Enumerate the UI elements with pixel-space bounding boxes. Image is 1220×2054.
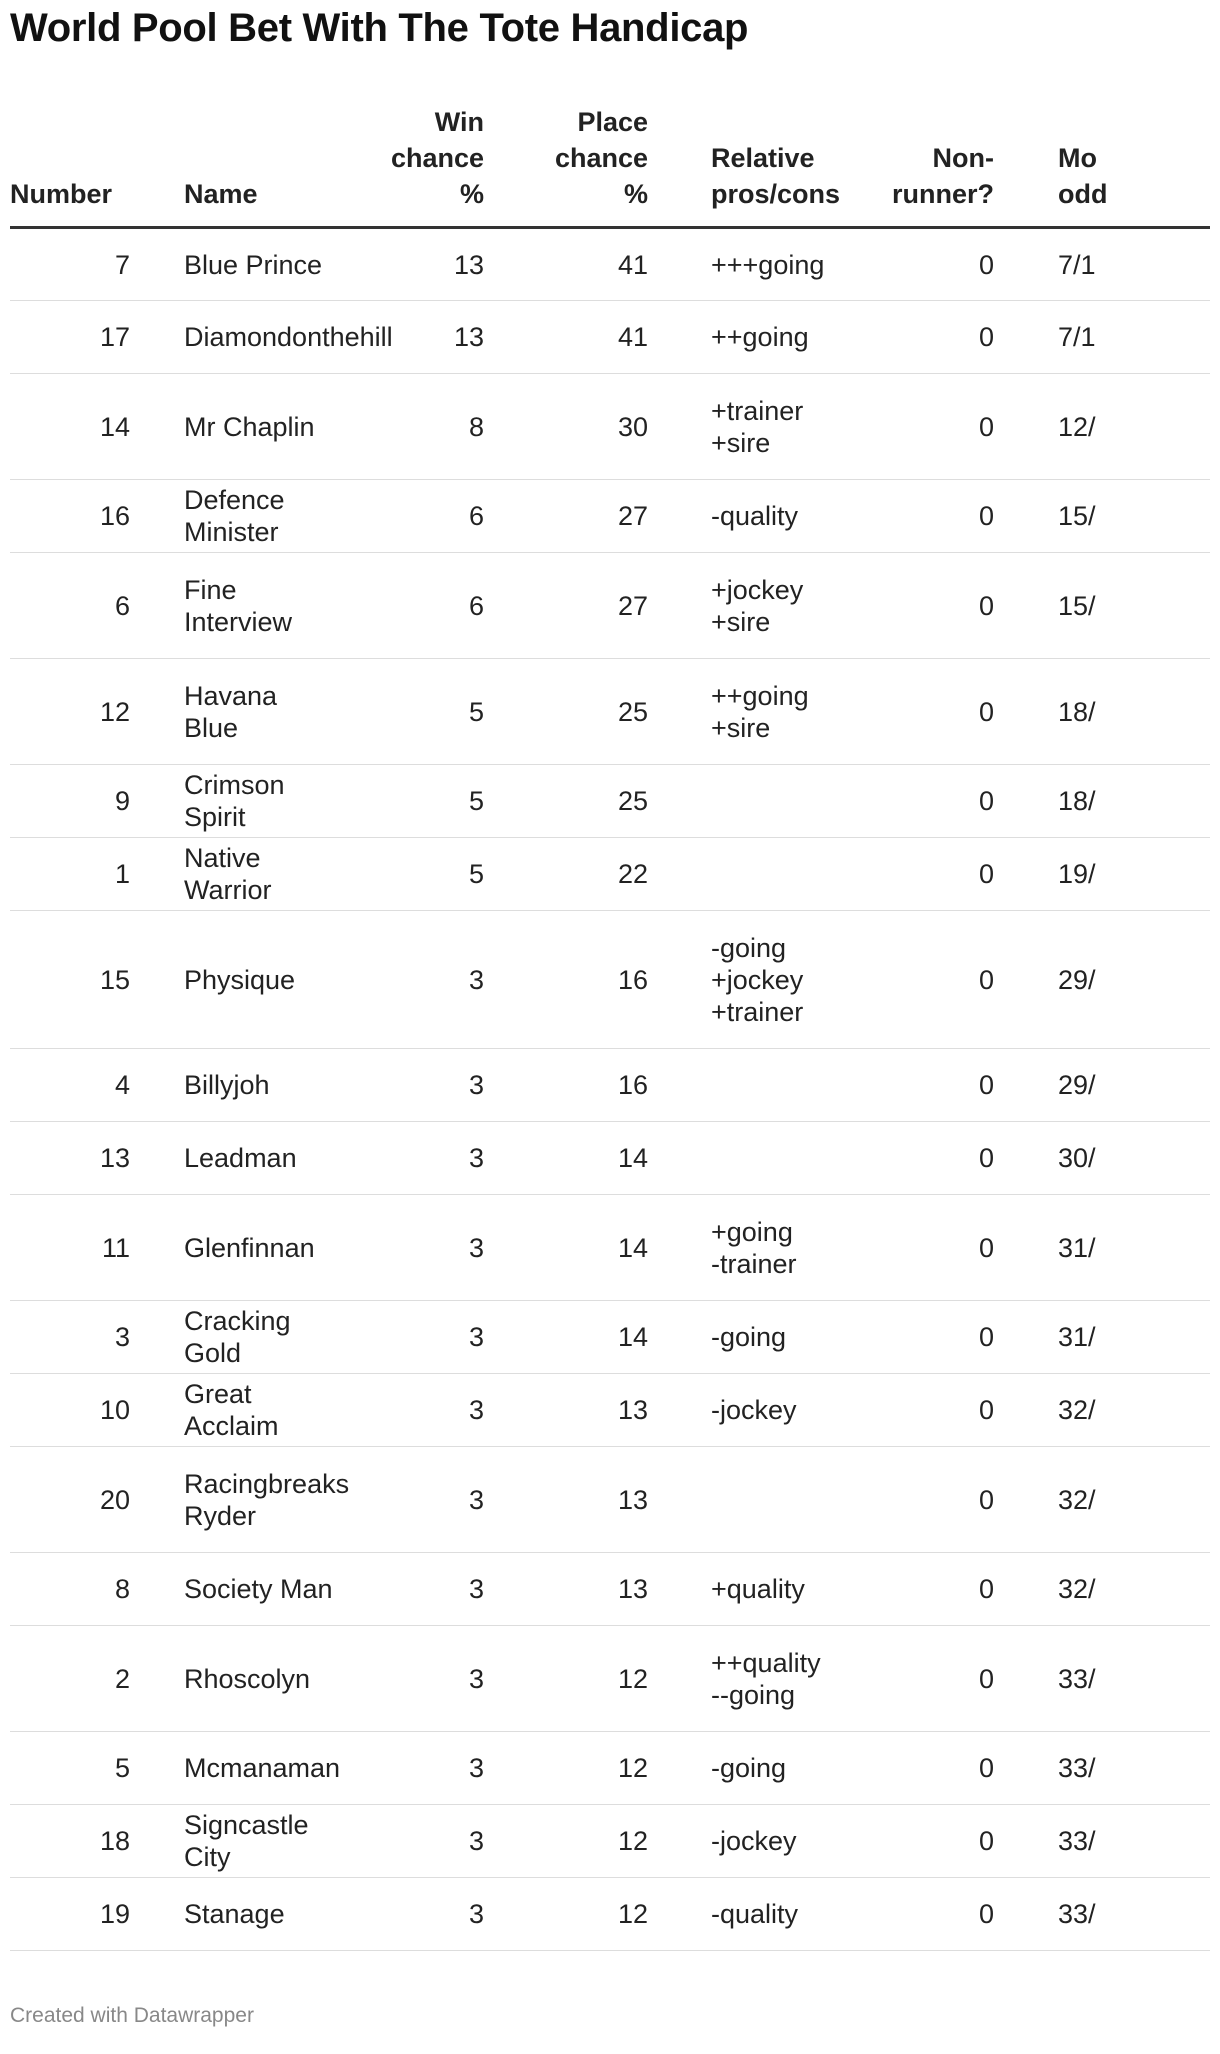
cell-non-runner: 0 [832,1447,994,1553]
cell-number: 17 [10,301,130,374]
cell-non-runner: 0 [832,1301,994,1374]
cell-pros-cons [648,1049,832,1122]
table-row [10,659,1210,765]
cell-number: 16 [10,480,130,553]
cell-name: Physique [130,911,338,1049]
table-row [10,838,1210,911]
cell-place-chance: 16 [484,1049,648,1122]
cell-win-chance: 6 [338,480,484,553]
table-row [10,765,1210,838]
cell-win-chance: 3 [338,911,484,1049]
cell-place-chance: 25 [484,765,648,838]
cell-pros-cons: +going -trainer [648,1195,832,1301]
cell-number: 3 [10,1301,130,1374]
cell-non-runner: 0 [832,1049,994,1122]
cell-odds: 31/ [994,1301,1210,1374]
cell-pros-cons: +trainer +sire [648,374,832,480]
cell-place-chance: 12 [484,1878,648,1951]
cell-odds: 7/1 [994,228,1210,301]
table-row [10,1805,1210,1878]
cell-pros-cons: +jockey +sire [648,553,832,659]
cell-win-chance: 13 [338,228,484,301]
cell-name: Diamondonthehill [130,301,338,374]
cell-non-runner: 0 [832,374,994,480]
cell-odds: 33/ [994,1878,1210,1951]
cell-non-runner: 0 [832,1805,994,1878]
odds-table [10,104,1210,1951]
cell-win-chance: 3 [338,1553,484,1626]
cell-name: Cracking Gold [130,1301,338,1374]
table-row [10,1626,1210,1732]
cell-number: 2 [10,1626,130,1732]
cell-name: Mr Chaplin [130,374,338,480]
cell-name: Signcastle City [130,1805,338,1878]
cell-non-runner: 0 [832,1878,994,1951]
cell-win-chance: 3 [338,1374,484,1447]
cell-odds: 31/ [994,1195,1210,1301]
cell-place-chance: 22 [484,838,648,911]
cell-name: Racingbreaks Ryder [130,1447,338,1553]
table-row [10,1122,1210,1195]
cell-non-runner: 0 [832,1732,994,1805]
cell-pros-cons: -quality [648,1878,832,1951]
cell-number: 14 [10,374,130,480]
header-odds[interactable]: Mo odd [994,104,1210,228]
cell-win-chance: 6 [338,553,484,659]
cell-pros-cons: -going [648,1732,832,1805]
cell-odds: 32/ [994,1553,1210,1626]
table-row [10,1553,1210,1626]
cell-pros-cons: -quality [648,480,832,553]
cell-odds: 18/ [994,659,1210,765]
cell-name: Havana Blue [130,659,338,765]
cell-non-runner: 0 [832,1626,994,1732]
cell-win-chance: 5 [338,838,484,911]
cell-number: 13 [10,1122,130,1195]
table-row [10,553,1210,659]
cell-win-chance: 3 [338,1626,484,1732]
cell-win-chance: 5 [338,659,484,765]
cell-win-chance: 13 [338,301,484,374]
cell-win-chance: 3 [338,1301,484,1374]
cell-place-chance: 14 [484,1301,648,1374]
cell-win-chance: 3 [338,1049,484,1122]
cell-number: 4 [10,1049,130,1122]
cell-number: 6 [10,553,130,659]
cell-odds: 15/ [994,480,1210,553]
cell-non-runner: 0 [832,228,994,301]
cell-place-chance: 12 [484,1732,648,1805]
table-row [10,374,1210,480]
cell-number: 7 [10,228,130,301]
cell-pros-cons [648,1122,832,1195]
cell-place-chance: 30 [484,374,648,480]
cell-odds: 32/ [994,1447,1210,1553]
cell-place-chance: 41 [484,228,648,301]
cell-place-chance: 13 [484,1374,648,1447]
cell-pros-cons [648,765,832,838]
cell-non-runner: 0 [832,480,994,553]
cell-odds: 33/ [994,1626,1210,1732]
cell-odds: 15/ [994,553,1210,659]
cell-pros-cons [648,1447,832,1553]
cell-name: Leadman [130,1122,338,1195]
cell-place-chance: 41 [484,301,648,374]
cell-odds: 30/ [994,1122,1210,1195]
cell-number: 5 [10,1732,130,1805]
cell-name: Great Acclaim [130,1374,338,1447]
cell-win-chance: 3 [338,1195,484,1301]
cell-number: 8 [10,1553,130,1626]
cell-odds: 33/ [994,1805,1210,1878]
table-row [10,480,1210,553]
cell-non-runner: 0 [832,1553,994,1626]
cell-pros-cons: -going [648,1301,832,1374]
cell-win-chance: 3 [338,1122,484,1195]
table-row [10,228,1210,301]
cell-pros-cons: ++going +sire [648,659,832,765]
cell-win-chance: 3 [338,1878,484,1951]
cell-win-chance: 3 [338,1732,484,1805]
table-row [10,1049,1210,1122]
table-row [10,301,1210,374]
cell-pros-cons: -jockey [648,1374,832,1447]
cell-non-runner: 0 [832,838,994,911]
cell-number: 1 [10,838,130,911]
cell-name: Glenfinnan [130,1195,338,1301]
cell-name: Billyjoh [130,1049,338,1122]
cell-non-runner: 0 [832,659,994,765]
cell-odds: 7/1 [994,301,1210,374]
cell-place-chance: 14 [484,1195,648,1301]
cell-place-chance: 16 [484,911,648,1049]
cell-place-chance: 27 [484,480,648,553]
table-row [10,911,1210,1049]
cell-place-chance: 12 [484,1805,648,1878]
cell-odds: 19/ [994,838,1210,911]
table-row [10,1732,1210,1805]
cell-name: Fine Interview [130,553,338,659]
cell-non-runner: 0 [832,553,994,659]
header-row [10,104,1210,228]
table-container [10,104,1210,1984]
cell-name: Society Man [130,1553,338,1626]
cell-name: Crimson Spirit [130,765,338,838]
header-number[interactable]: Number [10,104,130,228]
table-body [10,228,1210,1951]
cell-number: 11 [10,1195,130,1301]
cell-name: Rhoscolyn [130,1626,338,1732]
header-name[interactable]: Name [130,104,338,228]
cell-name: Stanage [130,1878,338,1951]
cell-place-chance: 25 [484,659,648,765]
cell-non-runner: 0 [832,301,994,374]
table-row [10,1301,1210,1374]
cell-win-chance: 8 [338,374,484,480]
cell-odds: 12/ [994,374,1210,480]
cell-name: Blue Prince [130,228,338,301]
cell-pros-cons: ++quality --going [648,1626,832,1732]
cell-non-runner: 0 [832,911,994,1049]
cell-odds: 29/ [994,1049,1210,1122]
cell-non-runner: 0 [832,765,994,838]
cell-pros-cons: +++going [648,228,832,301]
table-row [10,1195,1210,1301]
cell-place-chance: 13 [484,1553,648,1626]
header-non-runner[interactable]: Non- runner? [832,104,994,228]
cell-number: 20 [10,1447,130,1553]
cell-non-runner: 0 [832,1374,994,1447]
cell-number: 10 [10,1374,130,1447]
cell-odds: 18/ [994,765,1210,838]
table-row [10,1878,1210,1951]
cell-place-chance: 27 [484,553,648,659]
cell-place-chance: 13 [484,1447,648,1553]
cell-odds: 32/ [994,1374,1210,1447]
header-win-chance[interactable]: Win chance % [338,104,484,228]
cell-name: Native Warrior [130,838,338,911]
header-place-chance[interactable]: Place chance % [484,104,648,228]
cell-name: Mcmanaman [130,1732,338,1805]
cell-number: 9 [10,765,130,838]
cell-win-chance: 5 [338,765,484,838]
cell-name: Defence Minister [130,480,338,553]
cell-pros-cons: +quality [648,1553,832,1626]
cell-pros-cons [648,838,832,911]
footer-credit: Created with Datawrapper [10,2004,254,2027]
cell-non-runner: 0 [832,1195,994,1301]
cell-pros-cons: -going +jockey +trainer [648,911,832,1049]
cell-win-chance: 3 [338,1447,484,1553]
cell-number: 12 [10,659,130,765]
cell-place-chance: 12 [484,1626,648,1732]
cell-number: 19 [10,1878,130,1951]
cell-odds: 33/ [994,1732,1210,1805]
header-pros-cons[interactable]: Relative pros/cons [648,104,832,228]
page-title: World Pool Bet With The Tote Handicap [10,6,749,50]
cell-odds: 29/ [994,911,1210,1049]
cell-place-chance: 14 [484,1122,648,1195]
table-row [10,1447,1210,1553]
table-row [10,1374,1210,1447]
cell-number: 15 [10,911,130,1049]
cell-pros-cons: ++going [648,301,832,374]
cell-non-runner: 0 [832,1122,994,1195]
cell-number: 18 [10,1805,130,1878]
cell-win-chance: 3 [338,1805,484,1878]
cell-pros-cons: -jockey [648,1805,832,1878]
